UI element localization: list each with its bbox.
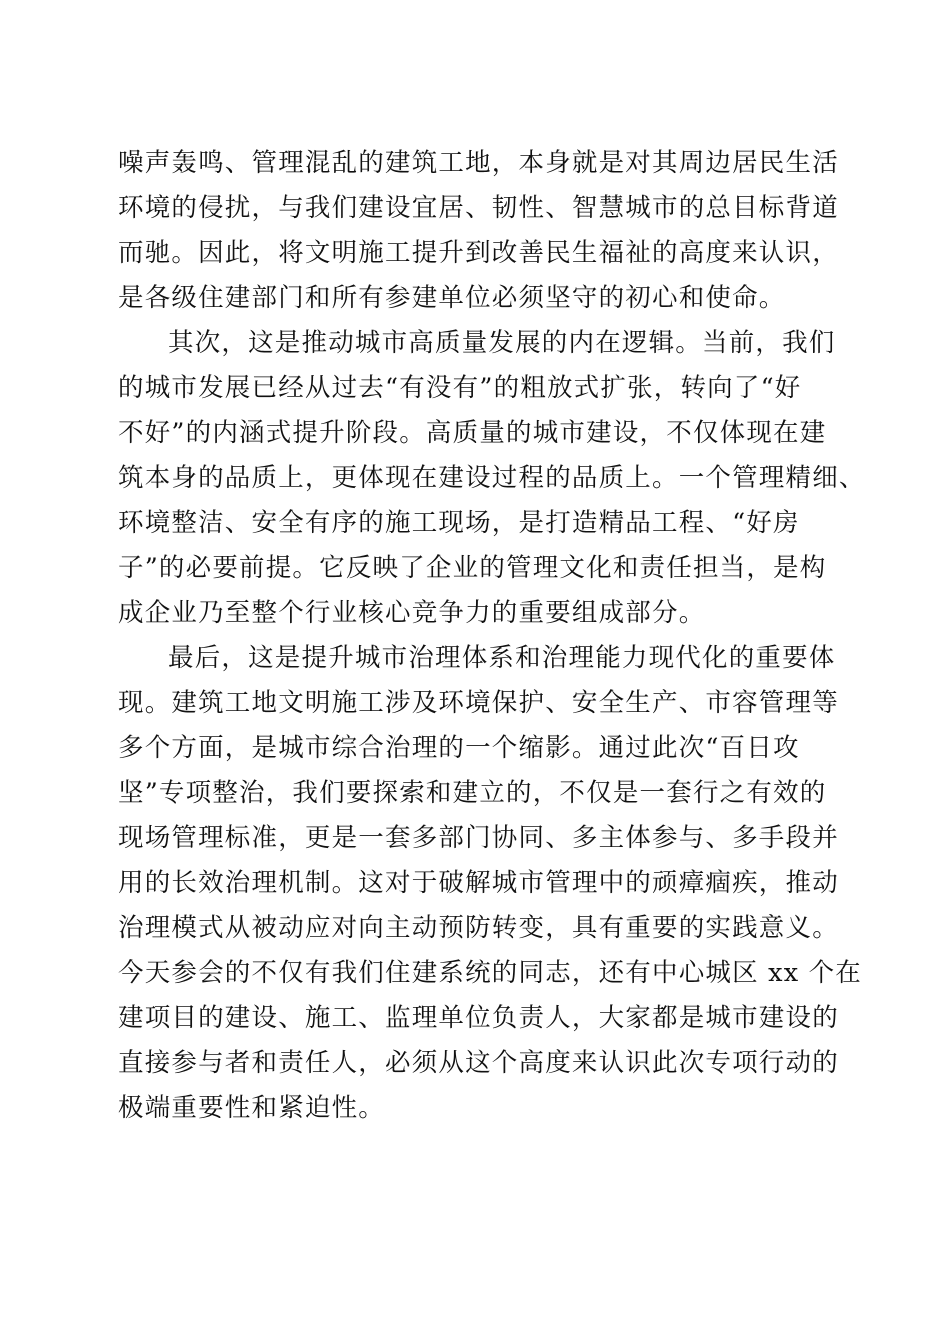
text-line: 环境的侵扰，与我们建设宜居、韧性、智慧城市的总目标背道: [118, 193, 839, 223]
text-line: 现场管理标准，更是一套多部门协同、多主体参与、多手段并: [118, 823, 839, 853]
text-line: 直接参与者和责任人，必须从这个高度来认识此次专项行动的: [118, 1048, 839, 1078]
text-line: 治理模式从被动应对向主动预防转变，具有重要的实践意义。: [118, 913, 839, 943]
text-line: 现。建筑工地文明施工涉及环境保护、安全生产、市容管理等: [118, 688, 839, 718]
paragraph-start-line: 最后，这是提升城市治理体系和治理能力现代化的重要体: [168, 643, 836, 673]
text-line: 建项目的建设、施工、监理单位负责人，大家都是城市建设的: [118, 1003, 839, 1033]
text-line: 极端重要性和紧迫性。: [118, 1093, 386, 1123]
text-line: 今天参会的不仅有我们住建系统的同志，还有中心城区 xx 个在: [118, 958, 862, 988]
text-line: 的城市发展已经从过去“有没有”的粗放式扩张，转向了“好: [118, 373, 802, 403]
text-line: 筑本身的品质上，更体现在建设过程的品质上。一个管理精细、: [118, 463, 866, 493]
text-line: 子”的必要前提。它反映了企业的管理文化和责任担当，是构: [118, 553, 827, 583]
text-line: 而驰。因此，将文明施工提升到改善民生福祉的高度来认识，: [118, 238, 839, 268]
text-line: 成企业乃至整个行业核心竞争力的重要组成部分。: [118, 598, 706, 628]
text-line: 环境整洁、安全有序的施工现场，是打造精品工程、“好房: [118, 508, 800, 538]
text-line: 噪声轰鸣、管理混乱的建筑工地，本身就是对其周边居民生活: [118, 148, 839, 178]
text-line: 坚”专项整治，我们要探索和建立的，不仅是一套行之有效的: [118, 778, 827, 808]
paragraph-start-line: 其次，这是推动城市高质量发展的内在逻辑。当前，我们: [168, 328, 836, 358]
text-line: 用的长效治理机制。这对于破解城市管理中的顽瘴痼疾，推动: [118, 868, 839, 898]
text-line: 多个方面，是城市综合治理的一个缩影。通过此次“百日攻: [118, 733, 800, 763]
text-line: 不好”的内涵式提升阶段。高质量的城市建设，不仅体现在建: [118, 418, 827, 448]
text-line: 是各级住建部门和所有参建单位必须坚守的初心和使命。: [118, 283, 786, 313]
